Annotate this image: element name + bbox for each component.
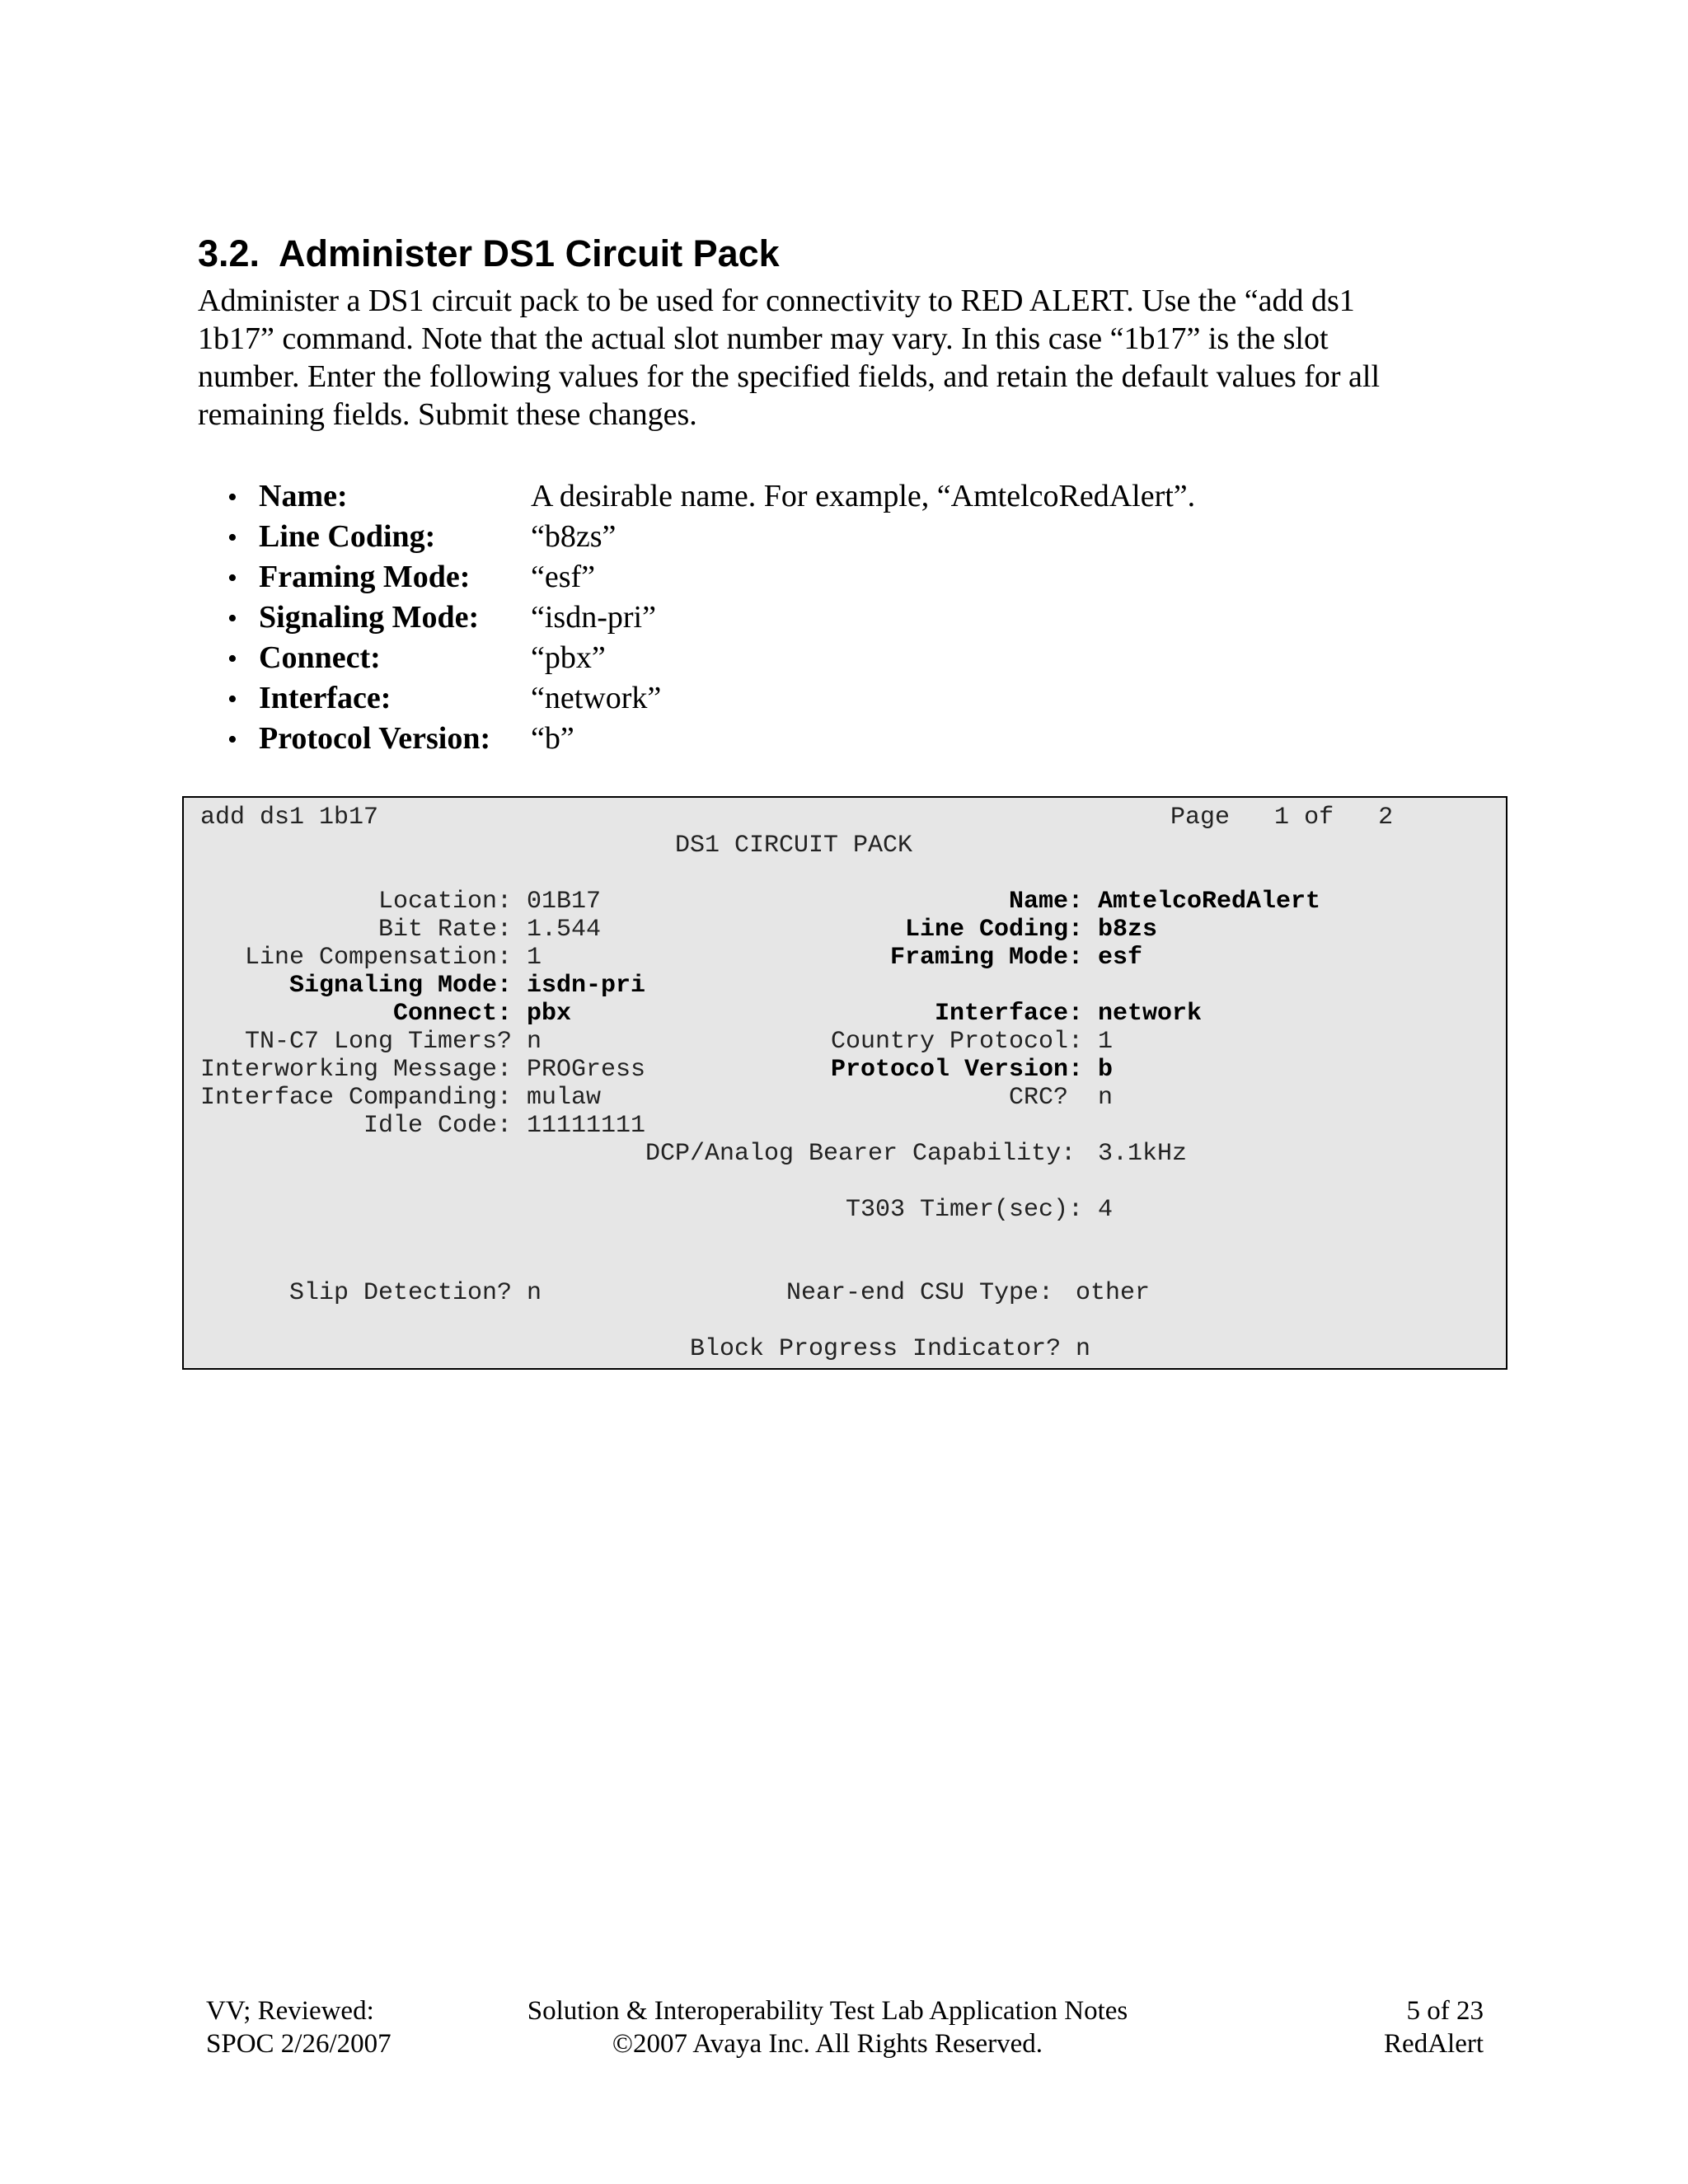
list-item bbox=[227, 598, 1195, 638]
bullet-icon: • bbox=[227, 684, 237, 715]
footer-right bbox=[1286, 1994, 1484, 2060]
framing-mode-label: Framing Mode: bbox=[890, 944, 1084, 972]
csu-type-field[interactable]: other bbox=[1076, 1279, 1151, 1307]
bullet-value: “isdn-pri” bbox=[531, 600, 656, 635]
bullet-icon: • bbox=[227, 644, 237, 674]
framing-mode-field[interactable]: esf bbox=[1098, 944, 1143, 972]
bullet-icon: • bbox=[227, 603, 237, 634]
signaling-mode-field[interactable]: isdn-pri bbox=[527, 972, 646, 1000]
tn-c7-label: TN-C7 Long Timers? bbox=[245, 1028, 513, 1056]
connect-label: Connect: bbox=[393, 1000, 513, 1028]
terminal-header-row bbox=[200, 804, 1394, 832]
interworking-message-field[interactable]: PROGress bbox=[527, 1056, 646, 1084]
bullet-label: Name: bbox=[259, 479, 348, 513]
location-label: Location: bbox=[378, 888, 513, 916]
section-paragraph bbox=[198, 282, 1484, 434]
list-item bbox=[227, 557, 1195, 598]
idle-code-label: Idle Code: bbox=[363, 1112, 513, 1140]
list-item bbox=[227, 678, 1195, 719]
footer-copyright: ©2007 Avaya Inc. All Rights Reserved. bbox=[612, 2029, 1043, 2059]
line-compensation-label: Line Compensation: bbox=[245, 944, 513, 972]
bullet-label: Signaling Mode: bbox=[259, 600, 480, 635]
bullet-label: Connect: bbox=[259, 640, 381, 675]
name-label: Name: bbox=[1009, 888, 1084, 916]
interworking-message-label: Interworking Message: bbox=[200, 1056, 513, 1084]
bullet-label: Line Coding: bbox=[259, 519, 436, 554]
protocol-version-field[interactable]: b bbox=[1098, 1056, 1114, 1084]
bullet-label: Framing Mode: bbox=[259, 560, 471, 594]
list-item bbox=[227, 517, 1195, 557]
paragraph-line: Administer a DS1 circuit pack to be used for connectivity to RED ALERT. Use the “add ds1 bbox=[198, 284, 1355, 318]
bit-rate-value: 1.544 bbox=[527, 916, 602, 944]
document-name: RedAlert bbox=[1384, 2029, 1484, 2059]
tn-c7-field[interactable]: n bbox=[527, 1028, 542, 1056]
bullet-icon: • bbox=[227, 482, 237, 513]
section-number: 3.2. bbox=[198, 232, 260, 274]
paragraph-line: number. Enter the following values for the specified fields, and retain the default values for all bbox=[198, 359, 1381, 394]
connect-field[interactable]: pbx bbox=[527, 1000, 572, 1028]
command-text: add ds1 1b17 bbox=[200, 804, 379, 832]
footer-reviewer: VV; Reviewed: bbox=[206, 1996, 374, 2026]
t303-timer-field[interactable]: 4 bbox=[1098, 1196, 1114, 1224]
idle-code-field[interactable]: 11111111 bbox=[527, 1112, 646, 1140]
block-progress-label: Block Progress Indicator? bbox=[690, 1335, 1062, 1363]
bullet-value: “b” bbox=[531, 721, 574, 756]
location-value: 01B17 bbox=[527, 888, 602, 916]
list-item bbox=[227, 638, 1195, 678]
csu-type-label: Near-end CSU Type: bbox=[786, 1279, 1054, 1307]
bullet-icon: • bbox=[227, 724, 237, 755]
footer-title: Solution & Interoperability Test Lab Application Notes bbox=[527, 1996, 1128, 2026]
section-title: Administer DS1 Circuit Pack bbox=[279, 232, 780, 274]
bullet-icon: • bbox=[227, 563, 237, 593]
crc-field[interactable]: n bbox=[1098, 1084, 1114, 1112]
interface-field[interactable]: network bbox=[1098, 1000, 1203, 1028]
interface-companding-label: Interface Companding: bbox=[200, 1084, 513, 1112]
ds1-circuit-pack-screen bbox=[182, 796, 1507, 1370]
bearer-capability-field[interactable]: 3.1kHz bbox=[1098, 1140, 1188, 1168]
paragraph-line: 1b17” command. Note that the actual slot number may vary. In this case “1b17” is the slot bbox=[198, 321, 1329, 356]
bullet-value: “b8zs” bbox=[531, 519, 617, 554]
form-title: DS1 CIRCUIT PACK bbox=[675, 832, 913, 860]
signaling-mode-label: Signaling Mode: bbox=[289, 972, 513, 1000]
bearer-capability-label: DCP/Analog Bearer Capability: bbox=[645, 1140, 1076, 1168]
section-heading bbox=[198, 232, 780, 275]
bullet-label: Protocol Version: bbox=[259, 721, 491, 756]
bullet-value: A desirable name. For example, “AmtelcoRedAlert”. bbox=[531, 479, 1196, 513]
list-item bbox=[227, 719, 1195, 759]
line-compensation-field[interactable]: 1 bbox=[527, 944, 542, 972]
line-coding-label: Line Coding: bbox=[905, 916, 1084, 944]
bullet-icon: • bbox=[227, 523, 237, 553]
footer-center bbox=[514, 1994, 1141, 2060]
bullet-value: “pbx” bbox=[531, 640, 606, 675]
country-protocol-field[interactable]: 1 bbox=[1098, 1028, 1114, 1056]
protocol-version-label: Protocol Version: bbox=[831, 1056, 1084, 1084]
footer-left bbox=[206, 1994, 392, 2060]
slip-detection-label: Slip Detection? bbox=[289, 1279, 513, 1307]
name-field[interactable]: AmtelcoRedAlert bbox=[1098, 888, 1321, 916]
bit-rate-label: Bit Rate: bbox=[378, 916, 513, 944]
paragraph-line: remaining fields. Submit these changes. bbox=[198, 397, 697, 432]
block-progress-field[interactable]: n bbox=[1076, 1335, 1091, 1363]
interface-companding-field[interactable]: mulaw bbox=[527, 1084, 602, 1112]
bullet-value: “network” bbox=[531, 681, 662, 715]
interface-label: Interface: bbox=[935, 1000, 1084, 1028]
slip-detection-field[interactable]: n bbox=[527, 1279, 542, 1307]
country-protocol-label: Country Protocol: bbox=[831, 1028, 1084, 1056]
crc-label: CRC? bbox=[1009, 1084, 1069, 1112]
field-values-list bbox=[227, 476, 1195, 759]
bullet-label: Interface: bbox=[259, 681, 392, 715]
footer-review-date: SPOC 2/26/2007 bbox=[206, 2029, 392, 2059]
line-coding-field[interactable]: b8zs bbox=[1098, 916, 1158, 944]
t303-timer-label: T303 Timer(sec): bbox=[846, 1196, 1084, 1224]
bullet-value: “esf” bbox=[531, 560, 596, 594]
page-indicator: Page 1 of 2 bbox=[1170, 804, 1394, 832]
list-item bbox=[227, 476, 1195, 517]
page-number: 5 of 23 bbox=[1406, 1996, 1484, 2026]
